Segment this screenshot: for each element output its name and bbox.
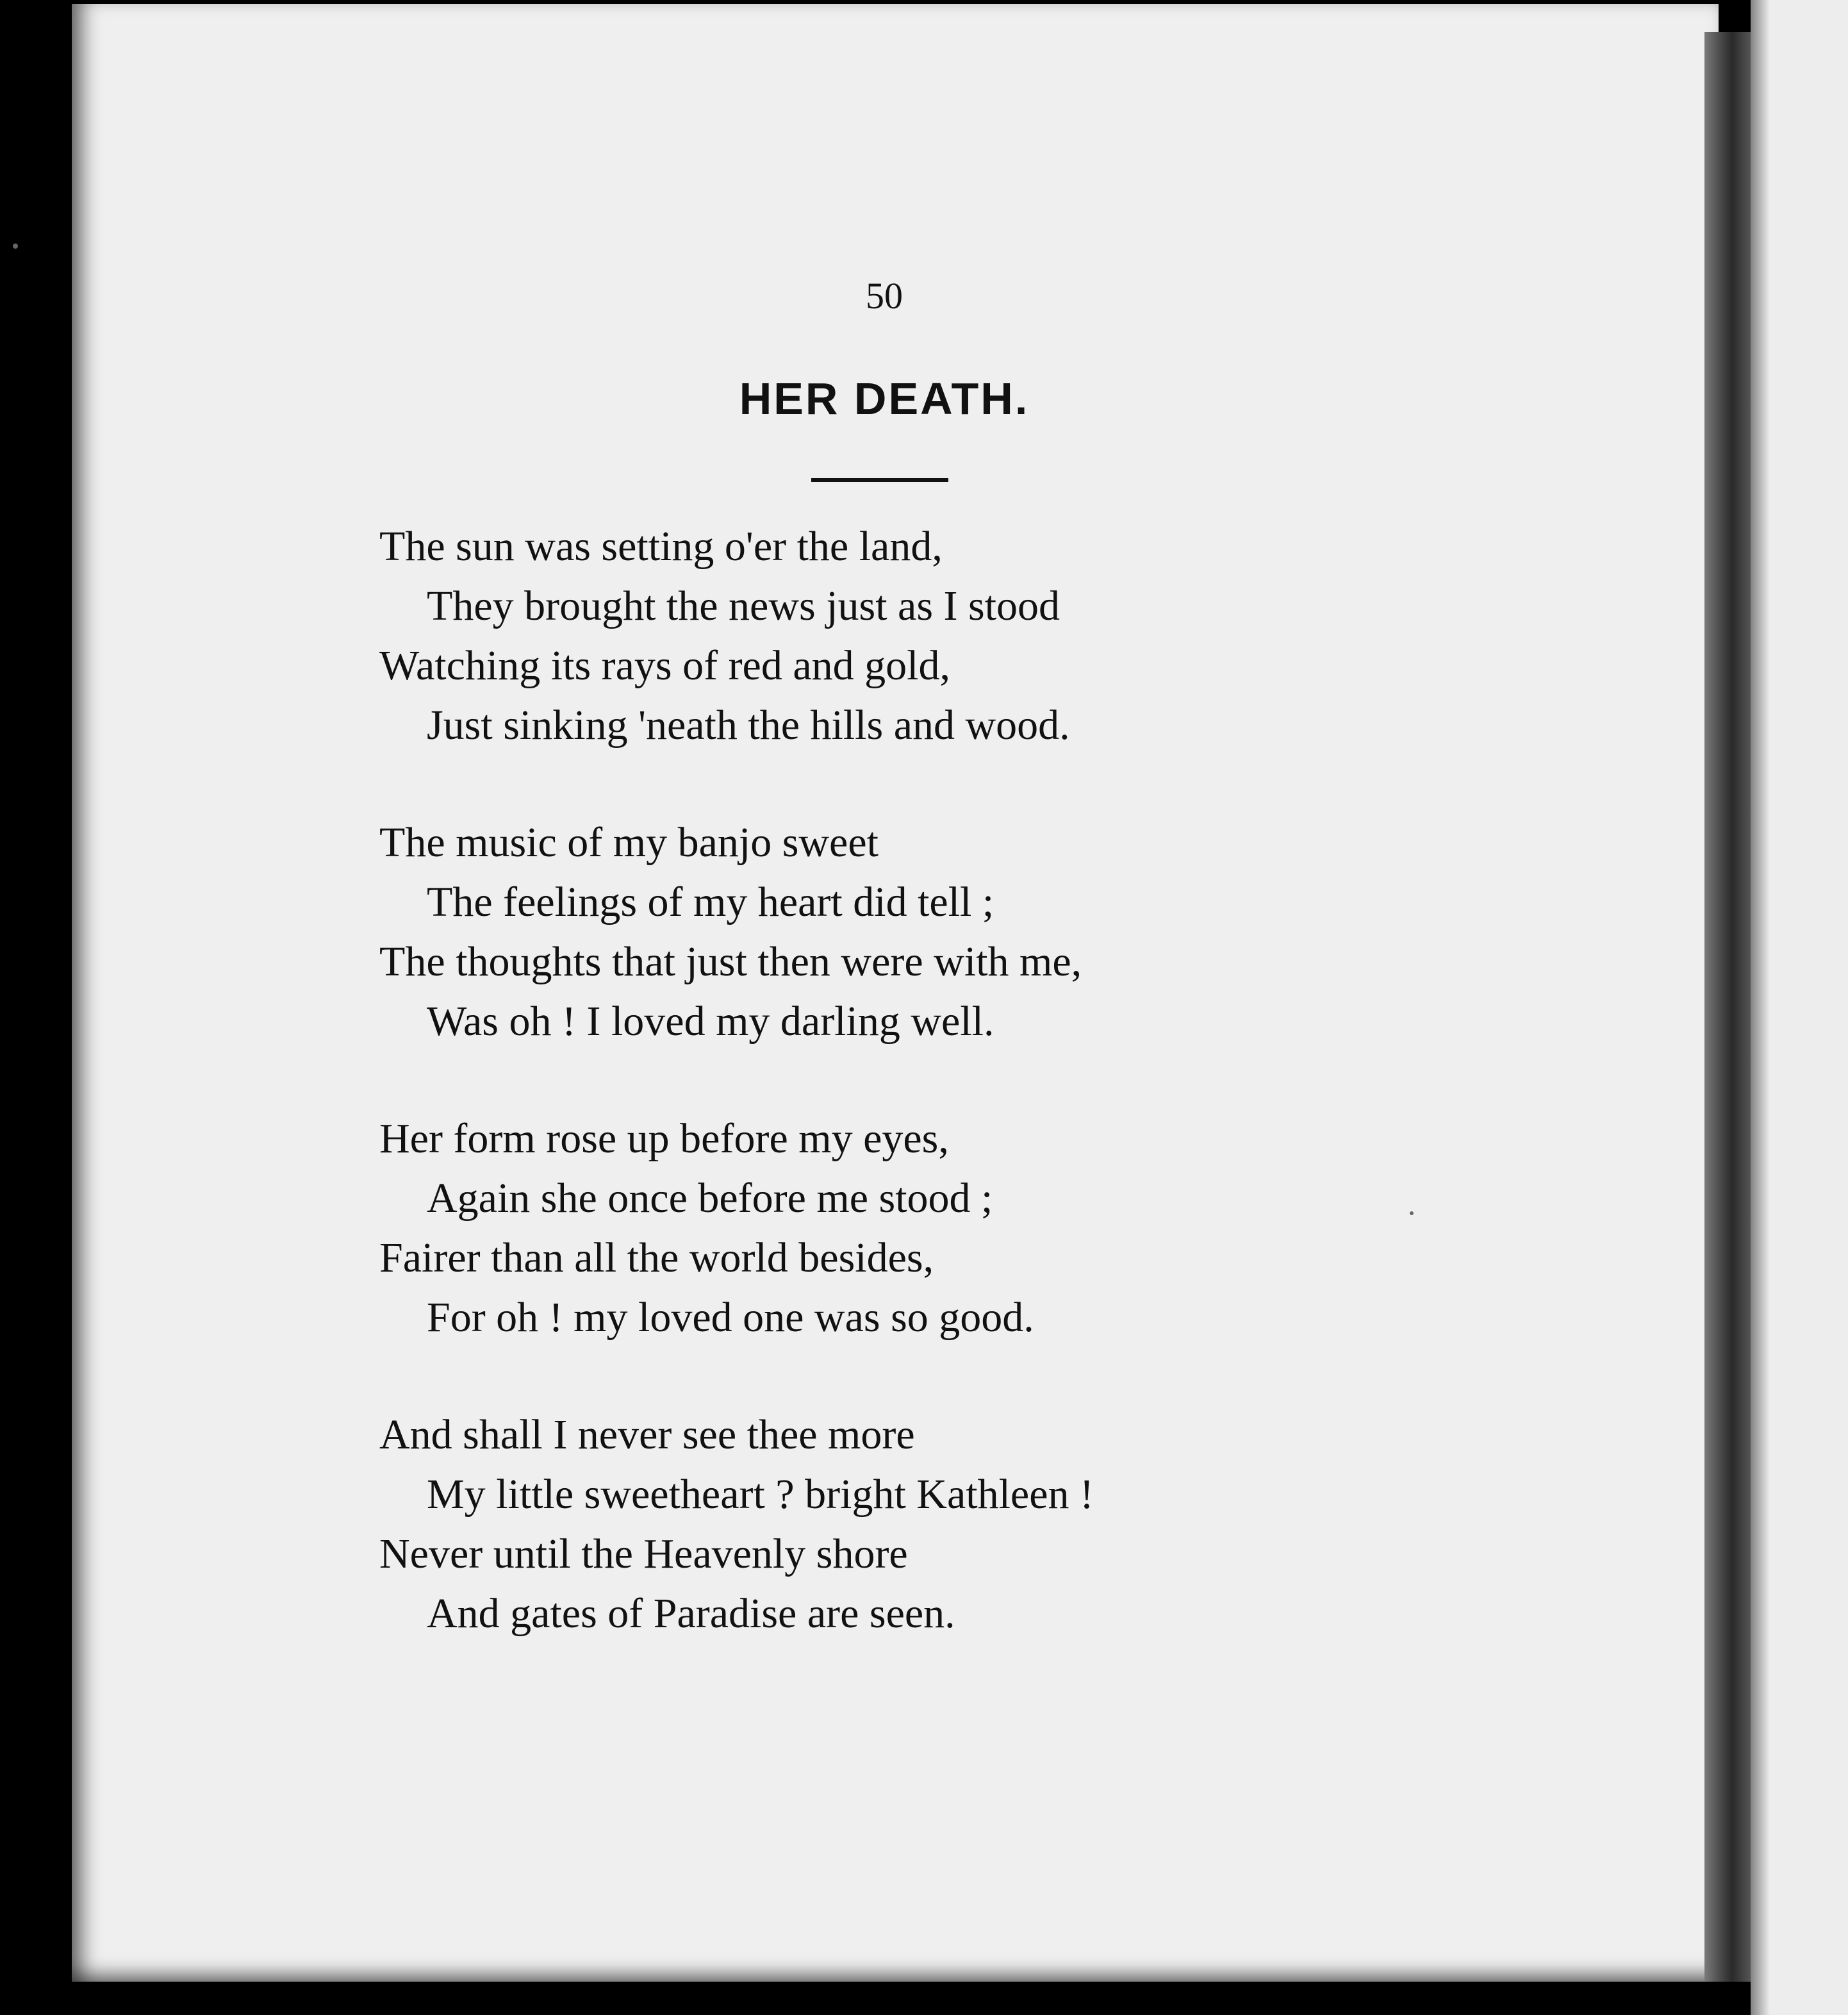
poem-line: And gates of Paradise are seen. <box>427 1590 955 1637</box>
poem-line: Just sinking 'neath the hills and wood. <box>427 702 1070 749</box>
binding-gutter <box>1704 32 1751 1987</box>
page-bottom-edge <box>72 1982 1751 2015</box>
stanza-3 <box>379 1109 1379 1347</box>
poem-line: Never until the Heavenly shore <box>379 1530 908 1577</box>
poem-line: The thoughts that just then were with me, <box>379 938 1082 985</box>
facing-page-shadow <box>1751 0 1770 2015</box>
poem-line: Watching its rays of red and gold, <box>379 642 950 689</box>
scan-speck <box>1410 1211 1414 1215</box>
stanza-2 <box>379 813 1379 1051</box>
poem-line: My little sweetheart ? bright Kathleen ! <box>427 1471 1094 1518</box>
stanza-1 <box>379 517 1379 755</box>
poem-line: Fairer than all the world besides, <box>379 1234 934 1281</box>
poem-line: The feelings of my heart did tell ; <box>427 879 994 925</box>
poem-line: The music of my banjo sweet <box>379 819 879 866</box>
scan-speck <box>13 244 18 249</box>
stanza-4 <box>379 1405 1379 1643</box>
poem-line: The sun was setting o'er the land, <box>379 523 943 570</box>
poem-line: Again she once before me stood ; <box>427 1175 993 1222</box>
poem-line: For oh ! my loved one was so good. <box>427 1294 1034 1341</box>
poem-body <box>379 517 1379 1701</box>
poem-line: Was oh ! I loved my darling well. <box>427 998 994 1045</box>
poem-line: Her form rose up before my eyes, <box>379 1115 949 1162</box>
title-divider <box>811 478 948 482</box>
poem-title: HER DEATH. <box>739 374 1030 424</box>
page-number: 50 <box>866 275 903 317</box>
poem-line: And shall I never see thee more <box>379 1411 915 1458</box>
poem-line: They brought the news just as I stood <box>427 583 1060 629</box>
